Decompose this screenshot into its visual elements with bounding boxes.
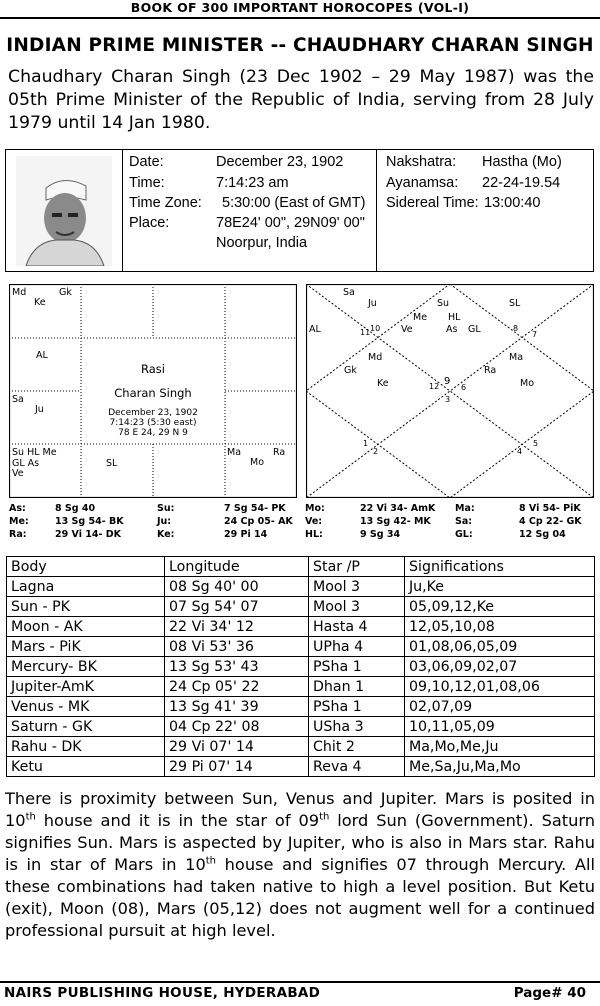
nav-12: 12 (429, 382, 440, 391)
pos-label: GL: (455, 529, 473, 540)
page-title: INDIAN PRIME MINISTER -- CHAUDHARY CHARAN SINGH (6, 35, 594, 56)
table-row (7, 757, 595, 777)
pos-label: Su: (157, 503, 175, 514)
rasi-bl3: Ve (12, 468, 24, 479)
table-row (7, 717, 595, 737)
table-cell: Rahu - DK (7, 737, 165, 757)
table-cell: Mool 3 (309, 577, 405, 597)
table-cell: 04 Cp 22' 08 (165, 717, 309, 737)
rasi-ra: Ra (273, 447, 286, 458)
table-cell: Me,Sa,Ju,Ma,Mo (405, 757, 595, 777)
table-header-cell: Longitude (165, 557, 309, 577)
table-cell: Jupiter-AmK (7, 677, 165, 697)
rasi-center-coord: 78 E 24, 29 N 9 (118, 428, 188, 438)
table-cell: 08 Vi 53' 36 (165, 637, 309, 657)
footer-page: Page# 40 (513, 985, 586, 1001)
rasi-chart (9, 284, 297, 498)
table-header-row (7, 557, 595, 577)
pos-label: Me: (9, 516, 29, 527)
footer-publisher: NAIRS PUBLISHING HOUSE, HYDERABAD (4, 985, 321, 1001)
nakshatra-value: Hastha (Mo) (482, 154, 562, 170)
table-cell: Mars - PiK (7, 637, 165, 657)
analysis-text: lord Sun (Government). Saturn signifies Sun. Mars is aspected by Jupiter, who is also in Mars star. Rahu is in star of Mars in 10 (5, 811, 595, 874)
positions-row (9, 516, 594, 529)
rasi-center-title: Rasi (141, 362, 165, 376)
table-cell: Dhan 1 (309, 677, 405, 697)
rasi-al: AL (36, 350, 48, 361)
table-cell: Mool 3 (309, 597, 405, 617)
pos-value: 9 Sg 34 (360, 529, 401, 540)
table-cell: 02,07,09 (405, 697, 595, 717)
ayanamsa-value: 22-24-19.54 (482, 175, 561, 191)
table-cell: 01,08,06,05,09 (405, 637, 595, 657)
nav-md: Md (368, 352, 383, 363)
table-cell: PSha 1 (309, 697, 405, 717)
table-row (7, 637, 595, 657)
pos-label: Ma: (455, 503, 475, 514)
rasi-md: Md (12, 287, 27, 298)
pos-label: Ve: (305, 516, 323, 527)
analysis-text: house and signifies 07 through Mercury. All these combinations had taken native to high a level position. But Ketu (exit), Moon (08), Mars (05,12) does not augment well for a continued professional pursuit at high level. (5, 855, 595, 940)
rasi-bl2: GL As (12, 458, 40, 469)
table-cell: 10,11,05,09 (405, 717, 595, 737)
analysis-text: house and it is in the star of 09 (35, 811, 320, 830)
pos-label: Ra: (9, 529, 27, 540)
table-row (7, 577, 595, 597)
nav-as: As (446, 324, 458, 335)
table-header-cell: Body (7, 557, 165, 577)
nav-1: 1 (363, 439, 369, 448)
sidereal-value: 13:00:40 (484, 195, 541, 211)
nav-ju: Ju (368, 298, 377, 309)
nav-gk: Gk (344, 365, 357, 376)
table-cell: USha 3 (309, 717, 405, 737)
rasi-center-date: December 23, 1902 (108, 408, 198, 418)
sidereal-label: Sidereal Time: (386, 195, 479, 211)
table-row (7, 697, 595, 717)
pos-label: HL: (305, 529, 323, 540)
pos-value: 8 Vi 54- PiK (519, 503, 581, 514)
table-cell: 13 Sg 53' 43 (165, 657, 309, 677)
table-row (7, 737, 595, 757)
table-cell: UPha 4 (309, 637, 405, 657)
table-cell: Mercury- BK (7, 657, 165, 677)
pos-value: 22 Vi 34- AmK (360, 503, 436, 514)
table-cell: Ketu (7, 757, 165, 777)
nav-9: 9 (444, 376, 451, 387)
nav-hl: HL (448, 312, 461, 323)
pos-label: Sa: (455, 516, 473, 527)
nav-2: 2 (373, 447, 379, 456)
table-header-cell: Star /P (309, 557, 405, 577)
table-cell: Chit 2 (309, 737, 405, 757)
positions-row (9, 503, 594, 516)
nav-ra: Ra (484, 365, 497, 376)
table-cell: Hasta 4 (309, 617, 405, 637)
nav-11: 11 (360, 328, 371, 337)
header-rule (0, 17, 600, 19)
timezone-label: Time Zone: (129, 195, 202, 211)
nav-7: 7 (532, 330, 538, 339)
table-cell: 29 Pi 07' 14 (165, 757, 309, 777)
pos-label: Ju: (157, 516, 172, 527)
table-cell: Reva 4 (309, 757, 405, 777)
ordinal-suffix: th (25, 811, 36, 823)
pos-value: 7 Sg 54- PK (224, 503, 286, 514)
nav-10: 10 (370, 324, 381, 333)
place-label: Place: (129, 215, 170, 231)
table-cell: Ma,Mo,Me,Ju (405, 737, 595, 757)
ordinal-suffix: th (205, 855, 217, 867)
table-cell: Venus - MK (7, 697, 165, 717)
rasi-center-name: Charan Singh (114, 386, 192, 400)
table-cell: Ju,Ke (405, 577, 595, 597)
place-name: Noorpur, India (216, 235, 308, 251)
pos-value: 24 Cp 05- AK (224, 516, 293, 527)
date-label: Date: (129, 154, 164, 170)
rasi-ju: Ju (35, 404, 44, 415)
table-row (7, 617, 595, 637)
footer-rule (0, 981, 600, 983)
table-cell: 12,05,10,08 (405, 617, 595, 637)
time-value: 7:14:23 am (216, 175, 289, 191)
table-row (7, 657, 595, 677)
photo-divider (122, 149, 123, 272)
nav-su: Su (437, 298, 450, 309)
analysis-paragraph (5, 788, 595, 942)
nav-4: 4 (517, 447, 523, 456)
pos-label: Mo: (305, 503, 325, 514)
rasi-sa: Sa (12, 394, 24, 405)
intro-paragraph: Chaudhary Charan Singh (23 Dec 1902 – 29 May 1987) was the 05th Prime Minister of the Republic of India, serving from 28 July 1979 until 14 Jan 1980. (8, 67, 594, 133)
pos-value: 12 Sg 04 (519, 529, 566, 540)
table-cell: 24 Cp 05' 22 (165, 677, 309, 697)
positions-row (9, 529, 594, 542)
table-cell: 07 Sg 54' 07 (165, 597, 309, 617)
details-divider (376, 149, 377, 272)
nav-al: AL (309, 324, 321, 335)
book-header: BOOK OF 300 IMPORTANT HOROCOPES (VOL-I) (130, 0, 470, 15)
table-cell: Lagna (7, 577, 165, 597)
nav-8: 8 (513, 324, 519, 333)
table-cell: 05,09,12,Ke (405, 597, 595, 617)
ordinal-suffix: th (319, 811, 330, 823)
rasi-sl: SL (106, 458, 118, 469)
table-cell: 22 Vi 34' 12 (165, 617, 309, 637)
pos-label: Ke: (157, 529, 175, 540)
table-cell: Sun - PK (7, 597, 165, 617)
table-cell: Moon - AK (7, 617, 165, 637)
date-value: December 23, 1902 (216, 154, 344, 170)
rasi-gk: Gk (59, 287, 72, 298)
analysis-text: There is proximity between Sun, Venus and Jupiter. Mars is posited in 10 (5, 789, 595, 830)
ayanamsa-label: Ayanamsa: (386, 175, 459, 191)
pos-label: As: (9, 503, 26, 514)
table-cell: PSha 1 (309, 657, 405, 677)
rasi-center-time: 7:14:23 (5:30 east) (109, 418, 197, 428)
rasi-bl1: Su HL Me (12, 447, 57, 458)
nav-mo: Mo (520, 378, 535, 389)
table-row (7, 677, 595, 697)
nav-me: Me (413, 312, 428, 323)
nav-ma: Ma (509, 352, 524, 363)
navamsa-chart (306, 284, 594, 498)
planet-table (6, 556, 595, 777)
pos-value: 13 Sg 42- MK (360, 516, 431, 527)
table-cell: 13 Sg 41' 39 (165, 697, 309, 717)
rasi-mo: Mo (250, 457, 265, 468)
nav-gl: GL (468, 324, 481, 335)
nav-6: 6 (461, 383, 467, 392)
pos-value: 8 Sg 40 (55, 503, 96, 514)
table-header-cell: Significations (405, 557, 595, 577)
time-label: Time: (129, 175, 165, 191)
table-cell: Saturn - GK (7, 717, 165, 737)
pos-value: 29 Pi 14 (224, 529, 268, 540)
pos-value: 4 Cp 22- GK (519, 516, 582, 527)
nakshatra-label: Nakshatra: (386, 154, 457, 170)
pos-value: 13 Sg 54- BK (55, 516, 124, 527)
nav-ke: Ke (377, 378, 389, 389)
place-coords: 78E24' 00", 29N09' 00" (216, 215, 365, 231)
table-row (7, 597, 595, 617)
nav-sa: Sa (343, 287, 355, 298)
portrait-image (16, 156, 112, 266)
nav-5: 5 (533, 439, 539, 448)
nav-sl: SL (509, 298, 521, 309)
pos-value: 29 Vi 14- DK (55, 529, 121, 540)
table-cell: 08 Sg 40' 00 (165, 577, 309, 597)
rasi-ke: Ke (34, 297, 46, 308)
positions-summary (9, 503, 594, 542)
nav-3: 3 (445, 395, 451, 404)
table-cell: 09,10,12,01,08,06 (405, 677, 595, 697)
rasi-ma: Ma (227, 447, 242, 458)
timezone-value: 5:30:00 (East of GMT) (222, 195, 366, 211)
table-cell: 29 Vi 07' 14 (165, 737, 309, 757)
table-cell: 03,06,09,02,07 (405, 657, 595, 677)
nav-ve: Ve (401, 324, 413, 335)
